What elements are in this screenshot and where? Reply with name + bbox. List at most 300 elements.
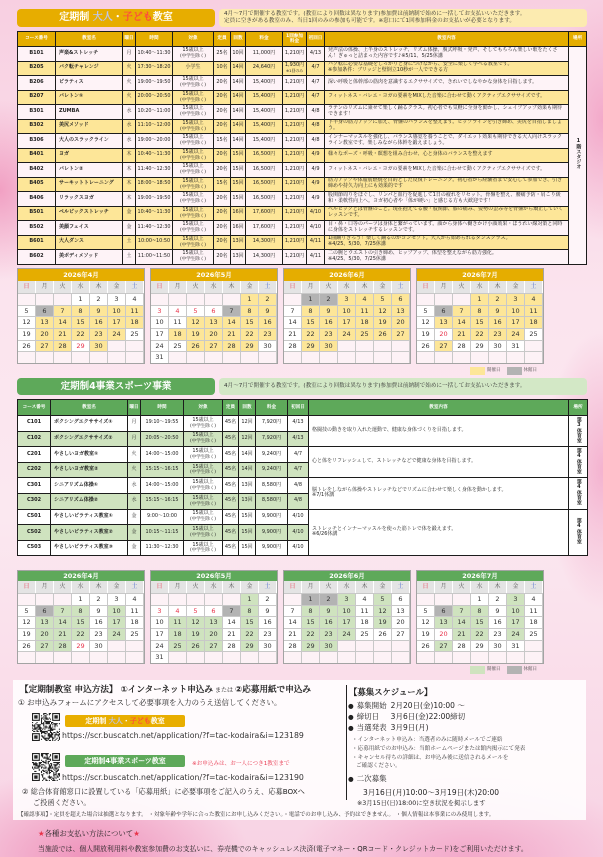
- single-fee-cell: [283, 47, 307, 62]
- calendar-day: 14: [453, 316, 471, 328]
- course-name: ヨガ: [56, 148, 123, 163]
- weekday-header: 金: [374, 281, 392, 293]
- sports-form-button[interactable]: 定期制4事業スポーツ教室: [65, 755, 185, 767]
- course-description: [325, 177, 569, 192]
- calendar-day: 2: [259, 293, 277, 305]
- target-note: (中学生除く): [189, 548, 216, 554]
- capacity: 20名: [214, 148, 231, 163]
- calendar-day: 22: [72, 328, 90, 340]
- calendar-empty-cell: [525, 340, 543, 352]
- column-header: 定員: [223, 400, 239, 416]
- first-date: 4/7: [288, 447, 309, 463]
- target-note: (中学生除く): [179, 126, 206, 132]
- calendar-month: [17, 570, 145, 664]
- calendar-day: 5: [187, 605, 205, 617]
- calendar-empty-cell: [223, 651, 241, 663]
- course-description: [325, 119, 569, 134]
- column-header: 場所: [569, 400, 588, 416]
- course-description: [309, 509, 569, 556]
- location-label: 1階スタジオ: [575, 138, 582, 170]
- calendar-empty-cell: [151, 593, 169, 605]
- calendar-day: 8: [302, 305, 320, 317]
- legend-label-closed: 休館日: [523, 667, 537, 672]
- calendar-day: 1: [471, 593, 489, 605]
- time-slot: 11:10～12:00: [136, 119, 173, 134]
- calendar-empty-cell: [435, 293, 453, 305]
- weekday-header: 土: [126, 581, 144, 593]
- course-code: C102: [18, 431, 51, 447]
- calendar-empty-cell: [108, 640, 126, 652]
- calendar-empty-cell: [259, 651, 277, 663]
- target-note: (中学生除く): [189, 517, 216, 523]
- fee: 9,900円: [256, 509, 288, 525]
- calendar-day: 22: [72, 628, 90, 640]
- time-slot: 19:00～20:00: [136, 134, 173, 149]
- session-count: 14回: [231, 90, 246, 105]
- calendar-day: 15: [72, 316, 90, 328]
- description-note: ※4/25、5/30、7/25休講: [328, 241, 386, 248]
- calendar-day: 2: [259, 593, 277, 605]
- calendar-day: 26: [187, 340, 205, 352]
- course-description: [325, 163, 569, 178]
- weekday-header: 日: [151, 281, 169, 293]
- description-text: 様々なポーズ・呼吸・瞑想を組み合わせ、心と身体のバランスを整えます: [328, 151, 493, 158]
- weekday-header: 木: [489, 581, 507, 593]
- fee: 14,300円: [246, 250, 283, 265]
- target-cell: [184, 493, 223, 509]
- method-internet: ①インターネット申込み: [120, 685, 213, 695]
- capacity: 45名: [223, 462, 239, 478]
- column-header: 時間: [136, 32, 173, 47]
- calendar-day: 19: [187, 328, 205, 340]
- course-name: バレトン②: [56, 163, 123, 178]
- calendar-day: 28: [453, 340, 471, 352]
- calendar-day: 10: [507, 605, 525, 617]
- single-fee-cell: [283, 61, 307, 76]
- sports-form-link[interactable]: https://scr.buscatch.net/application/?f=tac-kodaira&i=123190: [62, 773, 304, 782]
- target-age: 15歳以上: [192, 432, 214, 439]
- calendar-day: 16: [90, 616, 108, 628]
- legend-swatch-open: [470, 367, 485, 375]
- calendar-title: 2026年4月: [18, 571, 144, 581]
- time-slot: 10:40～11:30: [136, 47, 173, 62]
- single-fee: 1,210円: [284, 151, 305, 158]
- calendar-day: 17: [108, 616, 126, 628]
- calendar-empty-cell: [36, 351, 54, 363]
- calendar-empty-cell: [525, 651, 543, 663]
- capacity: 45名: [223, 431, 239, 447]
- column-header: 曜日: [123, 32, 136, 47]
- weekday-header: 火: [187, 281, 205, 293]
- single-fee-cell: [283, 250, 307, 265]
- calendar-day: 17: [338, 316, 356, 328]
- target-cell: [184, 525, 223, 541]
- capacity: 20名: [214, 192, 231, 207]
- column-header: 料金: [256, 400, 288, 416]
- calendar-empty-cell: [525, 640, 543, 652]
- schedule-item-start: [348, 700, 465, 711]
- calendar-day: 27: [36, 340, 54, 352]
- calendar-empty-cell: [320, 651, 338, 663]
- weekday-header: 金: [241, 281, 259, 293]
- calendar-day: 10: [108, 605, 126, 617]
- description-text: インナーマッスルを強化し、バランス感覚を養うことで、ダイエット効果も期待できる大人向けスラックライン教室です。楽しみながら体幹を鍛えましょう。: [328, 133, 563, 146]
- calendar-day: 22: [471, 628, 489, 640]
- single-fee: 1,210円: [284, 252, 305, 259]
- calendar-empty-cell: [36, 593, 54, 605]
- course-code: B205: [18, 61, 56, 76]
- time-slot: 10:15～11:15: [141, 525, 184, 541]
- calendar-day: 27: [435, 340, 453, 352]
- calendar-day: 18: [525, 616, 543, 628]
- calendar-day: 29: [471, 640, 489, 652]
- calendar-day: 19: [374, 316, 392, 328]
- schedule-sub-note: ご確認ください。: [356, 763, 401, 769]
- calendar-day: 22: [471, 328, 489, 340]
- course-code: C501: [18, 509, 51, 525]
- calendar-day: 10: [338, 605, 356, 617]
- adult-form-button[interactable]: [65, 715, 185, 727]
- weekday-header: 日: [417, 581, 435, 593]
- weekday-header: 月: [169, 281, 187, 293]
- single-fee: 1,210円: [284, 49, 305, 56]
- course-code: C502: [18, 525, 51, 541]
- weekday-header: 月: [435, 581, 453, 593]
- description-text: 筋力アップや体脂肪燃焼を目的とした反復トレーニング。初心者から経験者まで安心して参加でき、引き締めや持久力向上にも効果的です: [328, 177, 563, 190]
- course-code: B301: [18, 105, 56, 120]
- calendar-empty-cell: [374, 351, 392, 363]
- weekday-header: 金: [507, 281, 525, 293]
- button-part: ・: [122, 717, 130, 725]
- application-title: 【定期制教室 申込方法】: [20, 685, 118, 695]
- column-header: 教室名: [56, 32, 123, 47]
- calendar-day: 15: [471, 616, 489, 628]
- calendar-day: 14: [223, 616, 241, 628]
- column-header: 時間: [141, 400, 184, 416]
- single-fee-cell: [283, 235, 307, 250]
- fee: 16,500円: [246, 177, 283, 192]
- calendar-empty-cell: [18, 651, 36, 663]
- target-age: 15歳以上: [182, 221, 204, 228]
- course-name: ZUMBA: [56, 105, 123, 120]
- first-date: 4/10: [288, 540, 309, 556]
- table-row: [18, 478, 588, 494]
- weekday: 火: [123, 76, 136, 91]
- session-count: 13回: [231, 250, 246, 265]
- first-date: 4/7: [288, 462, 309, 478]
- button-part: 定期制: [85, 717, 109, 725]
- single-fee-cell: [283, 192, 307, 207]
- fee: 7,920円: [256, 431, 288, 447]
- weekday: 火: [123, 61, 136, 76]
- calendar-day: 2: [489, 293, 507, 305]
- legend-label-open: 開催日: [487, 667, 501, 672]
- capacity: 45名: [223, 478, 239, 494]
- fee: 15,400円: [246, 119, 283, 134]
- weekday-header: 土: [126, 281, 144, 293]
- calendar-empty-cell: [356, 651, 374, 663]
- fee: 17,600円: [246, 221, 283, 236]
- calendar-empty-cell: [489, 651, 507, 663]
- table-row: [18, 509, 588, 525]
- calendar-empty-cell: [126, 651, 144, 663]
- weekday: 木: [123, 163, 136, 178]
- calendar-month: [283, 570, 411, 664]
- calendar-day: 3: [151, 305, 169, 317]
- weekday-header: 水: [471, 581, 489, 593]
- calendar-empty-cell: [392, 651, 410, 663]
- weekday-header: 金: [374, 581, 392, 593]
- calendar-day: 24: [338, 628, 356, 640]
- capacity: 45名: [223, 416, 239, 432]
- calendar-day: 30: [90, 640, 108, 652]
- calendar-day: 21: [54, 628, 72, 640]
- first-date: 4/7: [307, 61, 325, 76]
- calendar-empty-cell: [54, 293, 72, 305]
- target-cell: [184, 478, 223, 494]
- schedule-value: 2月20日(金)10:00 ～: [390, 701, 465, 710]
- description-note: ※4/25、5/30、7/25休講: [328, 255, 386, 262]
- session-count: 14回: [231, 105, 246, 120]
- calendar-day: 8: [241, 605, 259, 617]
- calendar-title: 2026年5月: [151, 571, 277, 581]
- weekday-header: 月: [302, 581, 320, 593]
- calendar-title: 2026年7月: [417, 571, 543, 581]
- calendar-day: 24: [151, 640, 169, 652]
- calendar-day: 4: [126, 593, 144, 605]
- table-row: [18, 206, 587, 221]
- calendar-day: 7: [284, 305, 302, 317]
- calendar-day: 9: [259, 305, 277, 317]
- calendar-empty-cell: [453, 593, 471, 605]
- calendar-day: 11: [525, 605, 543, 617]
- calendar-day: 21: [223, 628, 241, 640]
- column-header: 回数: [239, 400, 256, 416]
- first-date: 4/10: [307, 206, 325, 221]
- calendar-day: 23: [489, 328, 507, 340]
- first-date: 4/7: [307, 90, 325, 105]
- time-slot: 15:15～16:15: [141, 462, 184, 478]
- single-fee-cell: [283, 90, 307, 105]
- time-slot: 11:40～12:30: [136, 163, 173, 178]
- course-code: B206: [18, 76, 56, 91]
- target-cell: [173, 206, 214, 221]
- weekday-header: 日: [284, 281, 302, 293]
- calendar-day: 18: [126, 316, 144, 328]
- calendar-day: 23: [259, 628, 277, 640]
- calendar-day: 22: [241, 628, 259, 640]
- description-text: 脳トレをしながら体操やストレッチなどでリズムに合わせて楽しく身体を動かします。: [312, 486, 507, 493]
- fee: 8,580円: [256, 478, 288, 494]
- calendar-day: 3: [338, 593, 356, 605]
- column-header: 料金: [246, 32, 283, 47]
- target-age: 15歳以上: [192, 463, 214, 470]
- weekday-header: 火: [320, 581, 338, 593]
- calendar-day: 25: [356, 628, 374, 640]
- time-slot: 11:40～12:30: [136, 221, 173, 236]
- calendar-day: 17: [151, 628, 169, 640]
- calendar-day: 26: [374, 328, 392, 340]
- capacity: 15名: [214, 177, 231, 192]
- calendar-day: 13: [435, 316, 453, 328]
- calendar-legend: [470, 666, 543, 674]
- weekday-header: 月: [302, 281, 320, 293]
- weekday: 火: [128, 462, 141, 478]
- first-date: 4/13: [288, 416, 309, 432]
- calendar-day: 14: [284, 616, 302, 628]
- course-name: 美顔フェイス: [56, 221, 123, 236]
- calendar-day: 1: [302, 293, 320, 305]
- calendar-day: 6: [36, 605, 54, 617]
- course-description: [325, 221, 569, 236]
- time-slot: 17:30～18:20: [136, 61, 173, 76]
- calendar-day: 25: [356, 328, 374, 340]
- calendar-day: 19: [187, 628, 205, 640]
- qr-code-sports[interactable]: [32, 753, 60, 781]
- table-row: [18, 90, 587, 105]
- step2-instruction-cont: ご投函ください。: [33, 798, 91, 807]
- calendar-empty-cell: [54, 351, 72, 363]
- calendar-day: 4: [356, 293, 374, 305]
- target-note: (中学生除く): [179, 228, 206, 234]
- calendar-day: 25: [525, 328, 543, 340]
- calendar-day: 19: [417, 628, 435, 640]
- calendar-title: 2026年4月: [18, 269, 144, 281]
- calendar-day: 3: [338, 293, 356, 305]
- weekday-header: 水: [338, 581, 356, 593]
- calendar-day: 1: [241, 593, 259, 605]
- application-heading: [20, 683, 311, 695]
- course-name: 大人ダンス: [56, 235, 123, 250]
- calendar-day: 14: [54, 616, 72, 628]
- description-note: ※6/26休講: [312, 531, 338, 538]
- calendar-day: 10: [108, 305, 126, 317]
- course-description: [309, 478, 569, 509]
- adult-section-title: [17, 9, 215, 27]
- session-count: 15回: [239, 525, 256, 541]
- fee: 15,400円: [246, 90, 283, 105]
- target-age: 15歳以上: [182, 163, 204, 170]
- fee: 8,580円: [256, 493, 288, 509]
- single-fee: 1,210円: [284, 165, 305, 172]
- calendar-day: 25: [126, 328, 144, 340]
- limit-note: ※お申込みは、お一人につき1教室まで: [192, 761, 290, 767]
- target-note: (中学生除く): [179, 97, 206, 103]
- calendar-day: 12: [187, 616, 205, 628]
- calendar-empty-cell: [126, 640, 144, 652]
- calendar-day: 3: [108, 593, 126, 605]
- target-age: 15歳以上: [182, 134, 204, 141]
- description-text: 1曲踊りきろう！楽しく踊るのがコンセプト。大人から始められるダンスクラス。: [328, 235, 511, 242]
- calendar-day: 17: [338, 616, 356, 628]
- calendar-empty-cell: [126, 340, 144, 352]
- table-row: [18, 105, 587, 120]
- calendar-day: 21: [284, 628, 302, 640]
- session-count: 14回: [231, 61, 246, 76]
- description-text: 二の腕とウエストの引き締め、ヒップアップ、体型を整えながら筋力強化。: [328, 249, 497, 256]
- weekday: 金: [128, 540, 141, 556]
- calendar-empty-cell: [392, 351, 410, 363]
- weekday-header: 金: [241, 581, 259, 593]
- column-header: コース番号: [18, 400, 51, 416]
- adult-form-link[interactable]: https://scr.buscatch.net/application/?f=tac-kodaira&i=123189: [62, 731, 304, 740]
- target-cell: [173, 61, 214, 76]
- session-count: 13回: [231, 235, 246, 250]
- session-count: 15回: [231, 192, 246, 207]
- weekday-header: 土: [392, 281, 410, 293]
- qr-code-adult[interactable]: [32, 713, 60, 741]
- weekday-header: 火: [320, 281, 338, 293]
- weekday: 金: [123, 206, 136, 221]
- capacity: 25名: [214, 47, 231, 62]
- adult-section-notice: [219, 9, 587, 27]
- weekday-header: 木: [223, 281, 241, 293]
- target-age: 15歳以上: [192, 541, 214, 548]
- capacity: 45名: [223, 509, 239, 525]
- calendar-empty-cell: [284, 351, 302, 363]
- description-note: ※7/1休講: [312, 492, 335, 499]
- column-header: 初回日: [307, 32, 325, 47]
- calendar-empty-cell: [356, 340, 374, 352]
- calendar-grid: [284, 581, 410, 663]
- single-fee-cell: [283, 119, 307, 134]
- bullet-icon: ●: [348, 724, 354, 732]
- calendar-day: 21: [54, 328, 72, 340]
- target-cell: [173, 148, 214, 163]
- calendar-empty-cell: [72, 651, 90, 663]
- button-part-kids: 子ども: [129, 717, 151, 725]
- course-name: やさしいピラティス教室②: [51, 525, 128, 541]
- capacity: 20名: [214, 163, 231, 178]
- calendar-empty-cell: [90, 651, 108, 663]
- calendar-day: 29: [302, 340, 320, 352]
- session-count: 15回: [231, 163, 246, 178]
- calendar-day: 5: [18, 605, 36, 617]
- first-date: 4/7: [307, 76, 325, 91]
- target-cell: [184, 431, 223, 447]
- calendar-day: 9: [489, 305, 507, 317]
- first-date: 4/10: [307, 221, 325, 236]
- course-description: [309, 416, 569, 447]
- calendar-day: 4: [525, 593, 543, 605]
- calendar-empty-cell: [54, 651, 72, 663]
- calendar-empty-cell: [205, 593, 223, 605]
- description-text: 格闘技の動きを取り入れた運動で、健康な身体づくりを目指します。: [312, 427, 467, 434]
- calendar-day: 9: [90, 605, 108, 617]
- description-text: 発声法の体操、上半身のストレッチ、リズム体操、腹式呼吸・発声、そしてもちろん楽しい歌をたくさん！ぎゅっと詰まった内容です♪※5/11、5/25休講: [328, 46, 558, 59]
- calendar-day: 12: [417, 316, 435, 328]
- weekday-header: 水: [471, 281, 489, 293]
- course-name: リラックスヨガ: [56, 192, 123, 207]
- calendar-grid: [151, 281, 277, 363]
- location-cell: [569, 47, 587, 265]
- weekday-header: 水: [338, 281, 356, 293]
- calendar-day: 7: [453, 605, 471, 617]
- weekday: 火: [123, 90, 136, 105]
- description-text: ラテンのリズムに乗せて楽しく踊るクラス。初心者でも気軽に全身を動かし、シェイプアップ効果も期待できます！: [328, 104, 563, 117]
- calendar-day: 25: [126, 628, 144, 640]
- capacity: 20名: [214, 119, 231, 134]
- calendar-day: 6: [392, 293, 410, 305]
- column-header: 曜日: [128, 400, 141, 416]
- capacity: 45名: [223, 447, 239, 463]
- weekday-header: 土: [525, 581, 543, 593]
- first-date: 4/8: [307, 134, 325, 149]
- course-code: C503: [18, 540, 51, 556]
- calendar-day: 26: [417, 340, 435, 352]
- calendar-day: 15: [302, 316, 320, 328]
- calendar-day: 20: [36, 628, 54, 640]
